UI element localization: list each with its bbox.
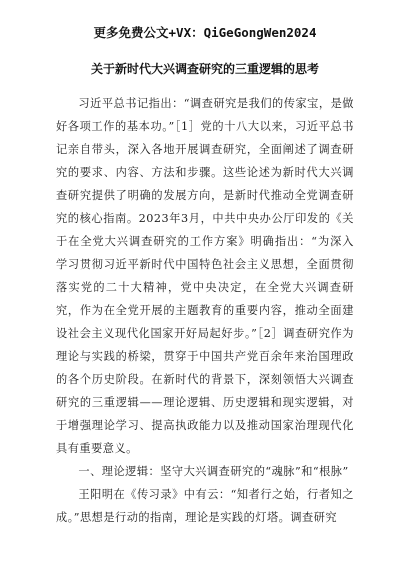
section-paragraph: 王阳明在《传习录》中有云：“知者行之始，行者知之成。”思想是行动的指南，理论是实践的灯塔。调查研究: [56, 488, 354, 524]
section-heading: 一、理论逻辑：坚守大兴调查研究的“魂脉”和“根脉”: [78, 465, 349, 478]
promo-header: 更多免费公文+VX：QiGeGongWen2024: [93, 25, 317, 40]
document-title: 关于新时代大兴调查研究的三重逻辑的思考: [90, 62, 319, 76]
body-paragraph: 习近平总书记指出：“调查研究是我们的传家宝，是做好各项工作的基本功。”［1］党的十八大以来，习近平总书记亲自带头，深入各地开展调查研究，全面阐述了调查研究的要求、内容、方法和步骤。这些论述为新时代大兴调查研究提供了明确的发展方向，是新时代推动全党调查研究的核心指南。2023年3月，中共中央办公厅印发的《关于在全党大兴调查研究的工作方案》明确指出：“为深入学习贯彻习近平新时代中国特色社会主义思想，全面贯彻落实党的二十大精神，党中央决定，在全党大兴调查研究，作为在全党开展的主题教育的重要内容，推动全面建设社会主义现代化国家开好局起好步。”［2］调查研究作为理论与实践的桥梁，贯穿于中国共产党百余年来治国理政的各个历史阶段。在新时代的背景下，深刻领悟大兴调查研究的三重逻辑——理论逻辑、历史逻辑和现实逻辑，对于增强理论学习、提高执政能力以及推动国家治理现代化具有重要意义。: [56, 97, 354, 455]
